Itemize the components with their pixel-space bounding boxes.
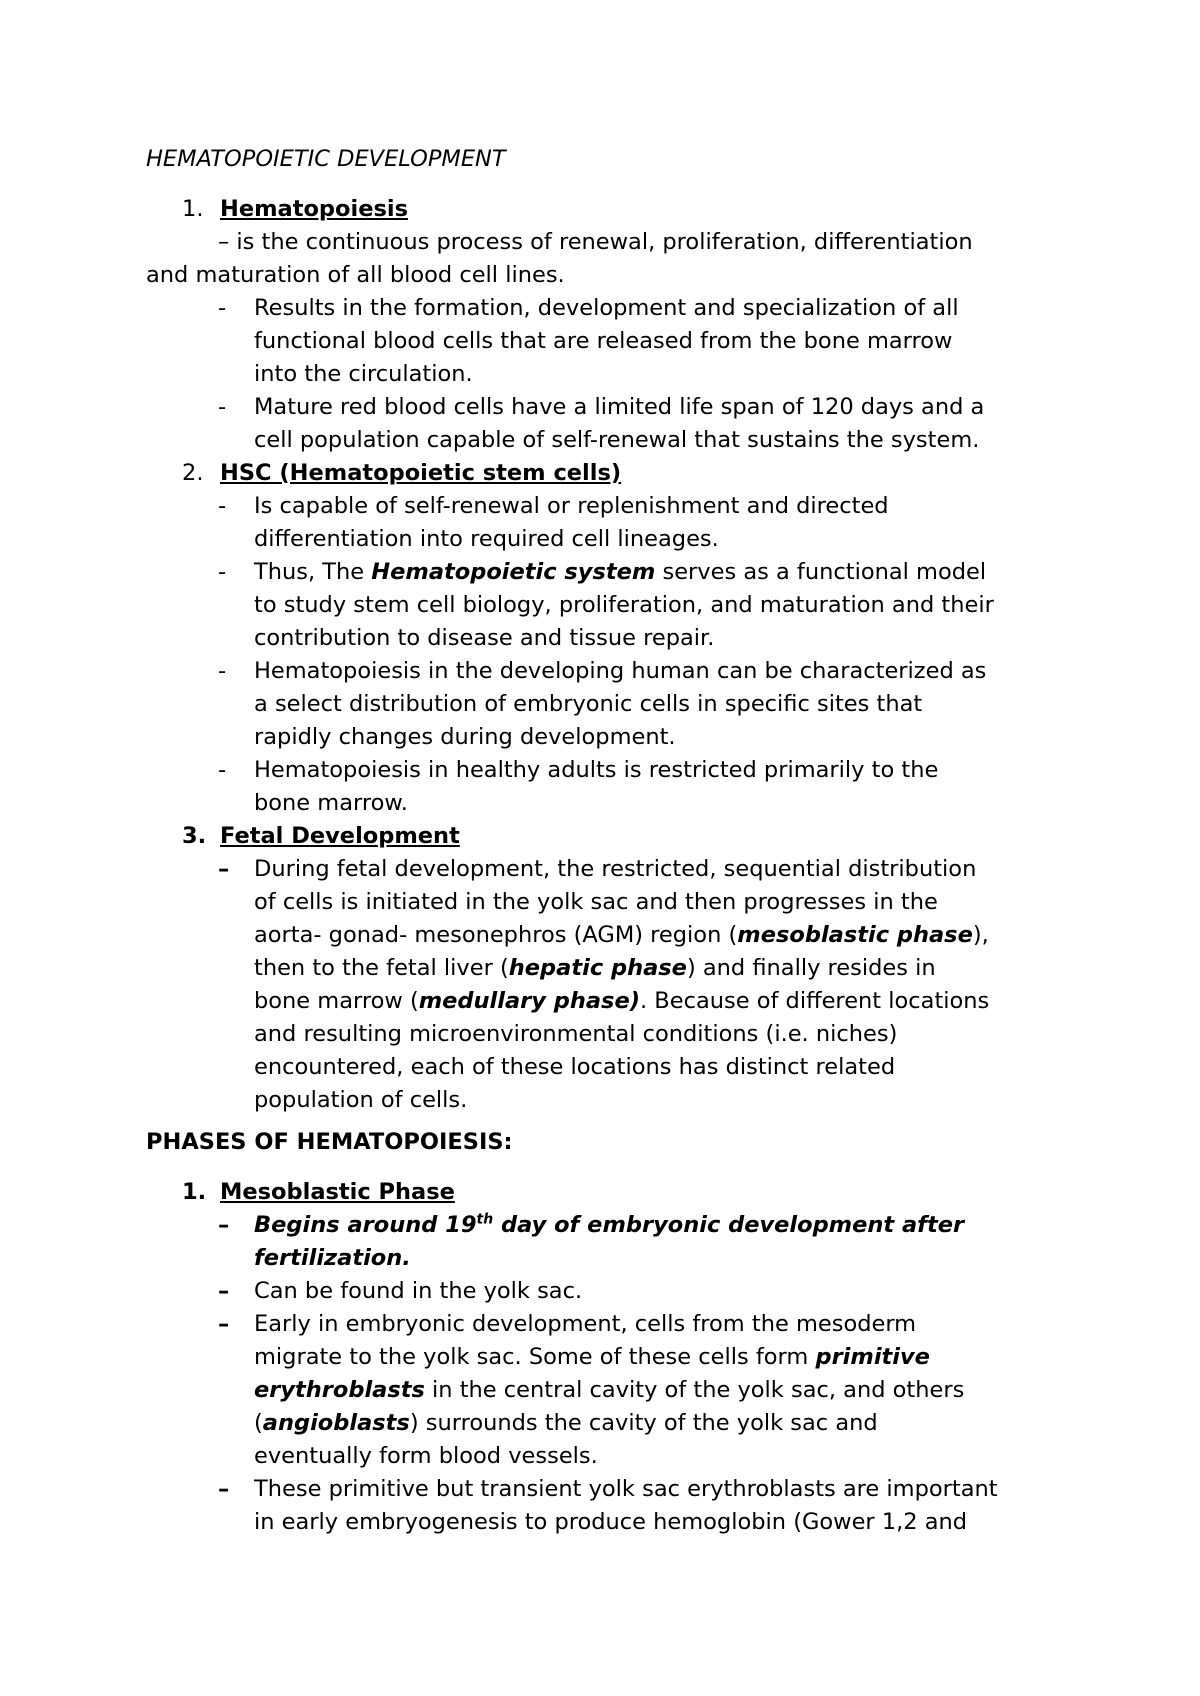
- text-run: ) and finally resides in: [686, 955, 936, 981]
- section-label: Fetal Development: [220, 823, 460, 849]
- text-line: [254, 1374, 964, 1407]
- phases-title: PHASES OF HEMATOPOIESIS:: [146, 1129, 513, 1155]
- text-line: Results in the formation, development and specialization of all: [254, 295, 959, 321]
- emphasis-term: erythroblasts: [254, 1377, 425, 1403]
- bullet-dash: –: [218, 856, 230, 882]
- text-line: Mature red blood cells have a limited life span of 120 days and a: [254, 394, 985, 420]
- section-label: Hematopoiesis: [220, 196, 408, 222]
- emphasis-term: mesoblastic phase: [737, 922, 973, 948]
- text-run: day of embryonic development after: [493, 1212, 965, 1238]
- section-number: 2.: [182, 460, 204, 486]
- text-line: Early in embryonic development, cells from the mesoderm: [254, 1311, 917, 1337]
- text-line: population of cells.: [254, 1087, 468, 1113]
- text-line: [254, 919, 989, 952]
- section-label: HSC (Hematopoietic stem cells): [220, 460, 622, 486]
- bullet-dash: -: [218, 295, 227, 321]
- bullet-dash: -: [218, 394, 227, 420]
- text-run: (: [254, 1410, 263, 1436]
- bullet-dash: –: [218, 1476, 230, 1502]
- text-line: and resulting microenvironmental conditions (i.e. niches): [254, 1021, 898, 1047]
- text-line: contribution to disease and tissue repair.: [254, 625, 715, 651]
- emphasis-term: angioblasts: [262, 1410, 410, 1436]
- text-line: in early embryogenesis to produce hemoglobin (Gower 1,2 and: [254, 1509, 968, 1535]
- text-line: to study stem cell biology, proliferation, and maturation and their: [254, 592, 994, 618]
- text-run: aorta- gonad- mesonephros (AGM) region (: [254, 922, 738, 948]
- text-run: bone marrow (: [254, 988, 419, 1014]
- text-line: and maturation of all blood cell lines.: [146, 262, 565, 288]
- section-number: 3.: [182, 823, 207, 849]
- text-line: into the circulation.: [254, 361, 473, 387]
- emphasis-term: primitive: [815, 1344, 930, 1370]
- text-line: cell population capable of self-renewal that sustains the system.: [254, 427, 980, 453]
- section-number: 1.: [182, 1179, 207, 1205]
- phase-1-heading: [182, 1176, 455, 1209]
- text-line: rapidly changes during development.: [254, 724, 676, 750]
- bullet-dash: –: [218, 1212, 230, 1238]
- text-run: . Because of different locations: [640, 988, 990, 1014]
- text-run: ) surrounds the cavity of the yolk sac and: [409, 1410, 878, 1436]
- document-title: HEMATOPOIETIC DEVELOPMENT: [146, 146, 506, 172]
- bullet-dash: –: [218, 1311, 230, 1337]
- text-line: eventually form blood vessels.: [254, 1443, 598, 1469]
- bullet-dash: -: [218, 559, 227, 585]
- text-line: Hematopoiesis in healthy adults is restricted primarily to the: [254, 757, 939, 783]
- text-line: [254, 1407, 878, 1440]
- bullet-dash: –: [218, 1278, 230, 1304]
- text-line: – is the continuous process of renewal, proliferation, differentiation: [218, 229, 973, 255]
- text-line: [254, 1341, 930, 1374]
- bullet-dash: -: [218, 757, 227, 783]
- text-line: Is capable of self-renewal or replenishment and directed: [254, 493, 889, 519]
- text-line: Can be found in the yolk sac.: [254, 1278, 583, 1304]
- section-label: Mesoblastic Phase: [220, 1179, 455, 1205]
- bullet-dash: -: [218, 493, 227, 519]
- text-run: Begins around 19: [254, 1212, 477, 1238]
- bullet-dash: -: [218, 658, 227, 684]
- text-run: migrate to the yolk sac. Some of these cells form: [254, 1344, 816, 1370]
- text-line: encountered, each of these locations has distinct related: [254, 1054, 896, 1080]
- text-line: of cells is initiated in the yolk sac and then progresses in the: [254, 889, 938, 915]
- section-number: 1.: [182, 196, 204, 222]
- text-line: [254, 1209, 964, 1242]
- text-line: bone marrow.: [254, 790, 408, 816]
- text-run: Thus, The: [254, 559, 372, 585]
- emphasis-term: Hematopoietic system: [371, 559, 656, 585]
- text-run: in the central cavity of the yolk sac, and others: [424, 1377, 965, 1403]
- section-3-heading: [182, 820, 460, 853]
- text-line: [254, 985, 989, 1018]
- superscript: th: [476, 1211, 494, 1228]
- section-2-heading: [182, 457, 621, 490]
- text-line: functional blood cells that are released from the bone marrow: [254, 328, 953, 354]
- text-line: These primitive but transient yolk sac erythroblasts are important: [254, 1476, 998, 1502]
- text-line: [254, 556, 986, 589]
- text-run: serves as a functional model: [655, 559, 987, 585]
- text-line: a select distribution of embryonic cells in specific sites that: [254, 691, 923, 717]
- text-line: During fetal development, the restricted, sequential distribution: [254, 856, 977, 882]
- text-line: [254, 952, 936, 985]
- emphasis-term: hepatic phase: [508, 955, 687, 981]
- text-line: differentiation into required cell lineages.: [254, 526, 719, 552]
- text-line: Hematopoiesis in the developing human can be characterized as: [254, 658, 987, 684]
- section-1-heading: [182, 193, 408, 226]
- text-run: ),: [972, 922, 989, 948]
- emphasis-term: medullary phase): [418, 988, 640, 1014]
- text-run: then to the fetal liver (: [254, 955, 509, 981]
- text-line: fertilization.: [254, 1245, 411, 1271]
